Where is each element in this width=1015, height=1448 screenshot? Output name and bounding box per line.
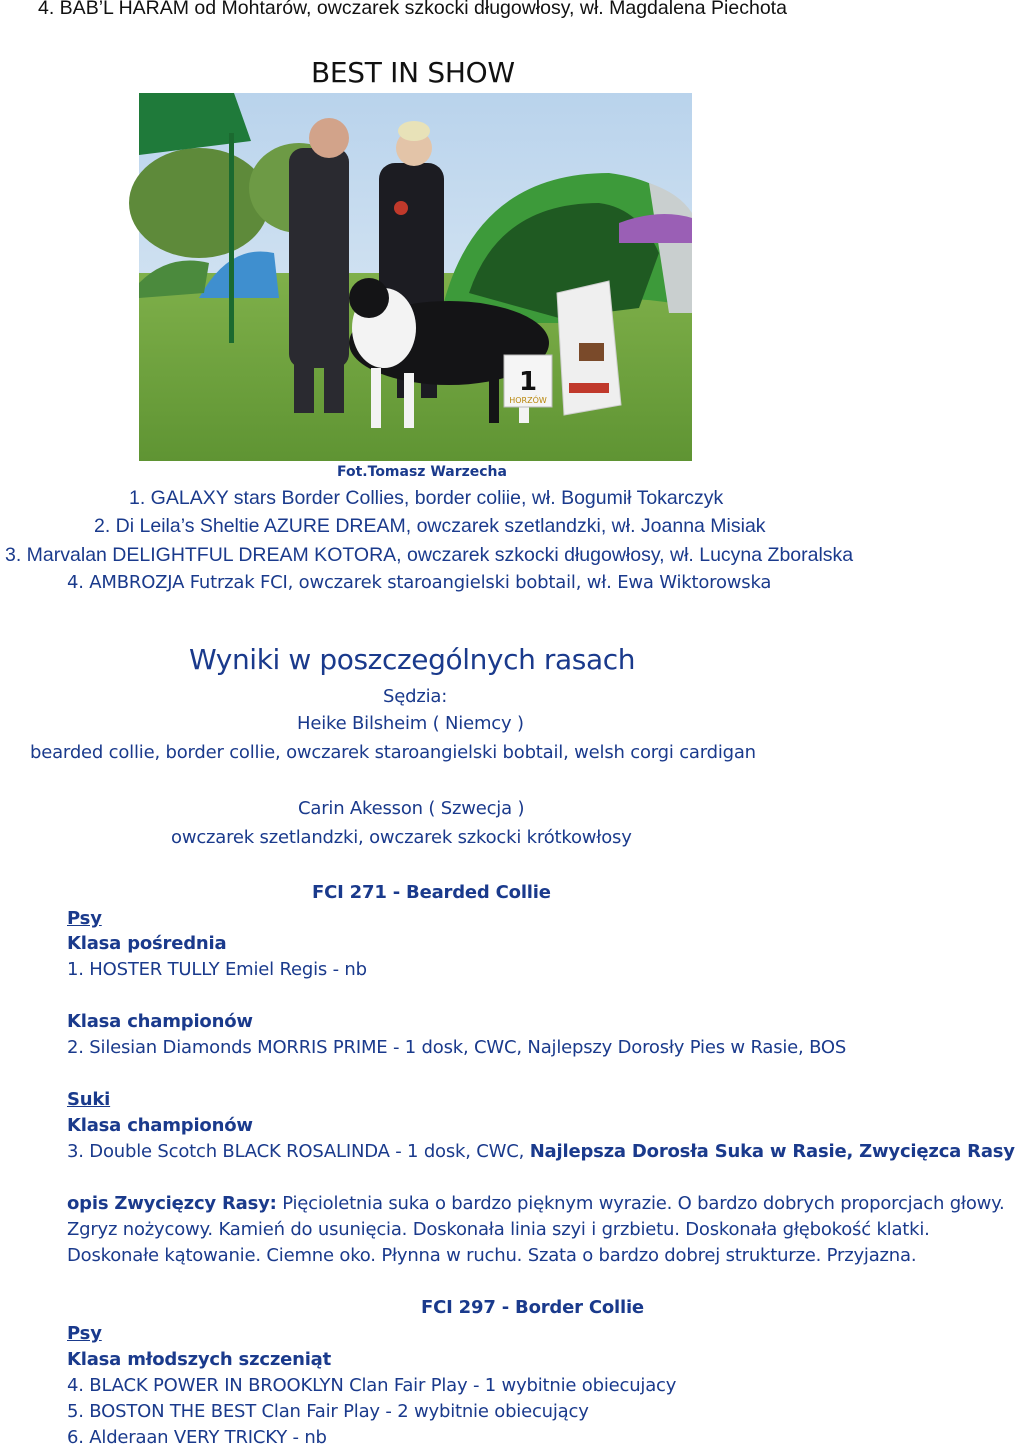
bearded-entry-3-text: 3. Double Scotch BLACK ROSALINDA - 1 dosk, CWC, [67, 1141, 530, 1162]
bearded-collie-heading: FCI 271 - Bearded Collie [312, 882, 551, 903]
border-entry-5: 5. BOSTON THE BEST Clan Fair Play - 2 wybitnie obiecujący [67, 1401, 589, 1422]
border-entry-6: 6. Alderaan VERY TRICKY - nb [67, 1427, 327, 1448]
ring-number-sponsor: HORZÓW [509, 396, 547, 405]
bearded-klasa-championow-suki: Klasa championów [67, 1115, 253, 1136]
judge-1-breeds: bearded collie, border collie, owczarek staroangielski bobtail, welsh corgi cardigan [30, 742, 756, 763]
photo-credit: Fot.Tomasz Warzecha [337, 464, 507, 480]
previous-placing-line: 4. BAB’L HARAM od Mohtarów, owczarek szkocki długowłosy, wł. Magdalena Piechota [38, 0, 787, 19]
bis-placing-2: 2. Di Leila’s Sheltie AZURE DREAM, owczarek szetlandzki, wł. Joanna Misiak [94, 515, 766, 537]
judge-2-breeds: owczarek szetlandzki, owczarek szkocki krótkowłosy [171, 827, 632, 848]
border-collie-heading: FCI 297 - Border Collie [421, 1297, 644, 1318]
bis-placing-1: 1. GALAXY stars Border Collies, border coliie, wł. Bogumił Tokarczyk [129, 487, 724, 509]
border-entry-4: 4. BLACK POWER IN BROOKLYN Clan Fair Play - 1 wybitnie obiecujacy [67, 1375, 677, 1396]
bis-placing-3: 3. Marvalan DELIGHTFUL DREAM KOTORA, owczarek szkocki długowłosy, wł. Lucyna Zboralska [5, 544, 854, 566]
bearded-entry-3-awards: Najlepsza Dorosła Suka w Rasie, Zwycięzca Rasy [529, 1141, 1015, 1162]
ring-number: 1 [518, 367, 538, 397]
bearded-entry-1: 1. HOSTER TULLY Emiel Regis - nb [67, 959, 367, 980]
winner-description-line-1 [67, 1193, 1005, 1214]
winner-description-label: opis Zwycięzcy Rasy: [67, 1193, 277, 1214]
bearded-klasa-championow: Klasa championów [67, 1011, 253, 1032]
results-section-title: Wyniki w poszczególnych rasach [189, 643, 636, 676]
bearded-klasa-posrednia: Klasa pośrednia [67, 933, 227, 954]
judge-1-name: Heike Bilsheim ( Niemcy ) [297, 713, 524, 734]
bis-placing-4: 4. AMBROZJA Futrzak FCI, owczarek staroangielski bobtail, wł. Ewa Wiktorowska [67, 572, 772, 593]
border-klasa-mlodszych: Klasa młodszych szczeniąt [67, 1349, 332, 1370]
judge-label: Sędzia: [383, 686, 448, 707]
best-in-show-photo [139, 93, 692, 461]
winner-description-line-2: Zgryz nożycowy. Kamień do usunięcia. Doskonała linia szyi i grzbietu. Doskonała głębokość klatki. [67, 1219, 930, 1240]
winner-description-text-1: Pięcioletnia suka o bardzo pięknym wyrazie. O bardzo dobrych proporcjach głowy. [276, 1193, 1005, 1214]
best-in-show-title: BEST IN SHOW [311, 56, 515, 89]
bearded-suki-heading: Suki [67, 1089, 111, 1110]
bearded-psy-heading: Psy [67, 908, 102, 929]
judge-2-name: Carin Akesson ( Szwecja ) [298, 798, 525, 819]
bearded-entry-3 [67, 1141, 1015, 1162]
winner-description-line-3: Doskonałe kątowanie. Ciemne oko. Płynna w ruchu. Szata o bardzo dobrej strukturze. Przyjazna. [67, 1245, 917, 1266]
border-psy-heading: Psy [67, 1323, 102, 1344]
bearded-entry-2: 2. Silesian Diamonds MORRIS PRIME - 1 dosk, CWC, Najlepszy Dorosły Pies w Rasie, BOS [67, 1037, 847, 1058]
